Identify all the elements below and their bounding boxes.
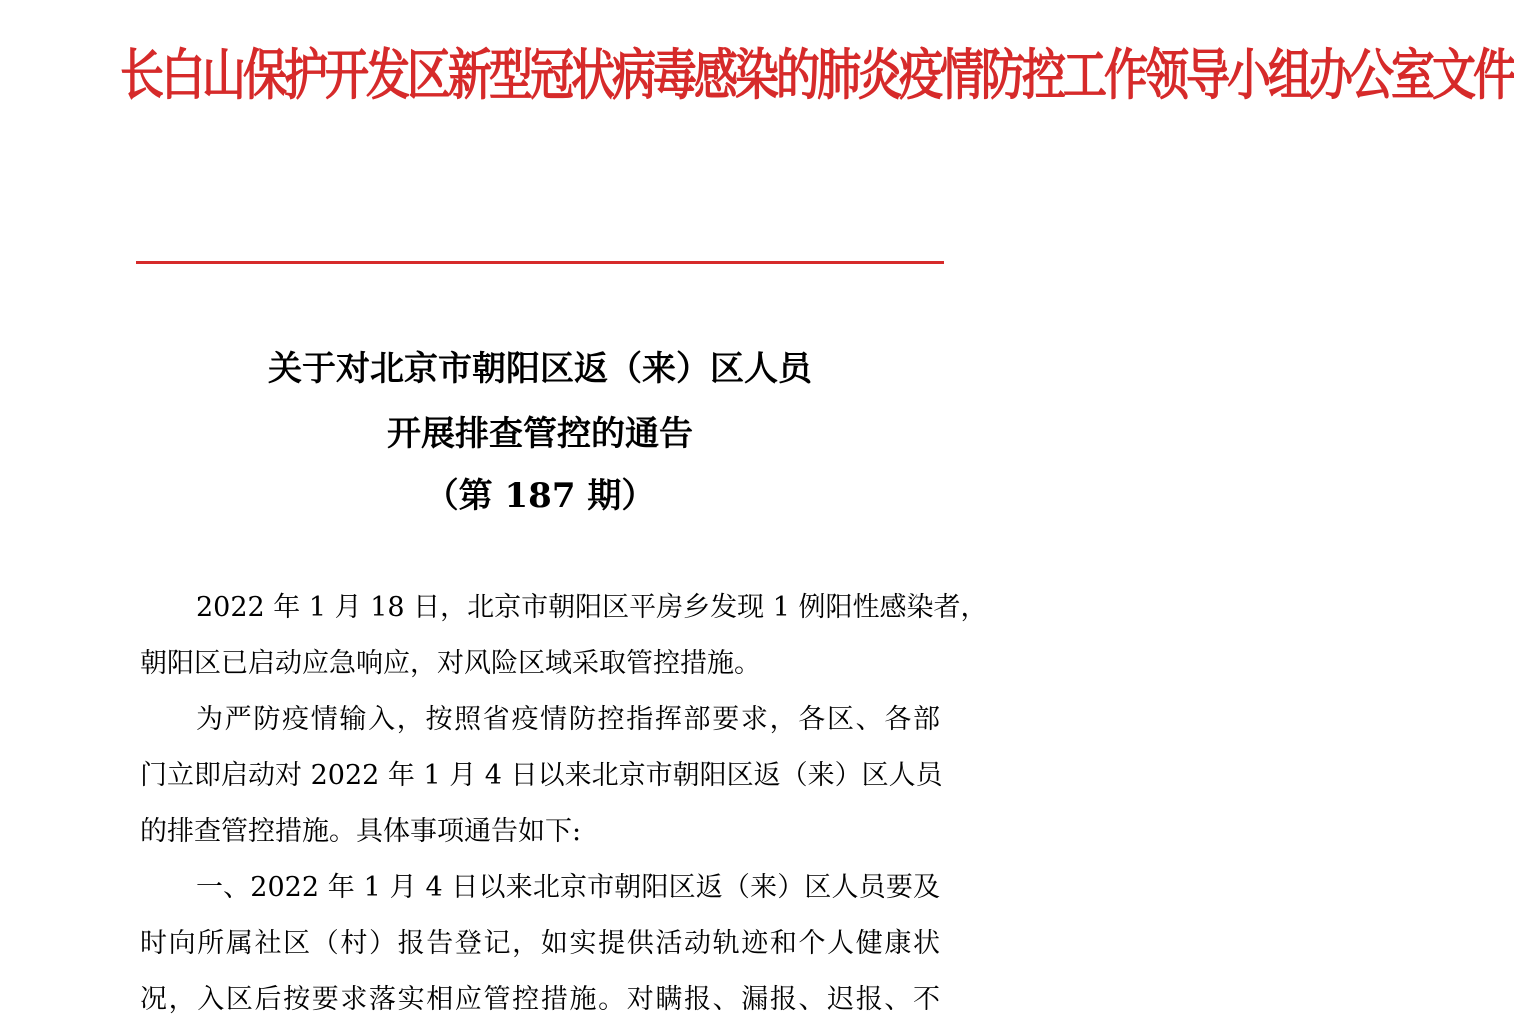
notice-title-line-1: 关于对北京市朝阳区返（来）区人员	[268, 349, 812, 389]
notice-title-line-2: 开展排查管控的通告	[387, 414, 693, 454]
issuing-office-header: 长白山保护开发区新型冠状病毒感染的肺炎疫情防控工作领导小组办公室文件	[120, 43, 1514, 108]
paragraph-2-line-3: 的排查管控措施。具体事项通告如下:	[140, 816, 582, 847]
paragraph-1-line-2: 朝阳区已启动应急响应，对风险区域采取管控措施。	[140, 648, 761, 679]
paragraph-3-line-1: 一、2022 年 1 月 4 日以来北京市朝阳区返（来）区人员要及	[196, 872, 940, 903]
paragraph-3-line-2: 时向所属社区（村）报告登记，如实提供活动轨迹和个人健康状	[140, 928, 940, 959]
header-divider-line	[136, 261, 944, 264]
paragraph-3	[140, 860, 940, 1028]
paragraph-1-line-1: 2022 年 1 月 18 日，北京市朝阳区平房乡发现 1 例阳性感染者，	[196, 592, 988, 623]
paragraph-1	[140, 580, 988, 692]
notice-body	[140, 580, 988, 1028]
notice-issue-number: （第 187 期）	[424, 476, 656, 516]
paragraph-2-line-1: 为严防疫情输入，按照省疫情防控指挥部要求，各区、各部	[196, 704, 940, 735]
paragraph-2-line-2: 门立即启动对 2022 年 1 月 4 日以来北京市朝阳区返（来）区人员	[140, 760, 943, 791]
paragraph-3-line-3: 况，入区后按要求落实相应管控措施。对瞒报、漏报、迟报、不	[140, 984, 940, 1015]
paragraph-2	[140, 692, 943, 860]
